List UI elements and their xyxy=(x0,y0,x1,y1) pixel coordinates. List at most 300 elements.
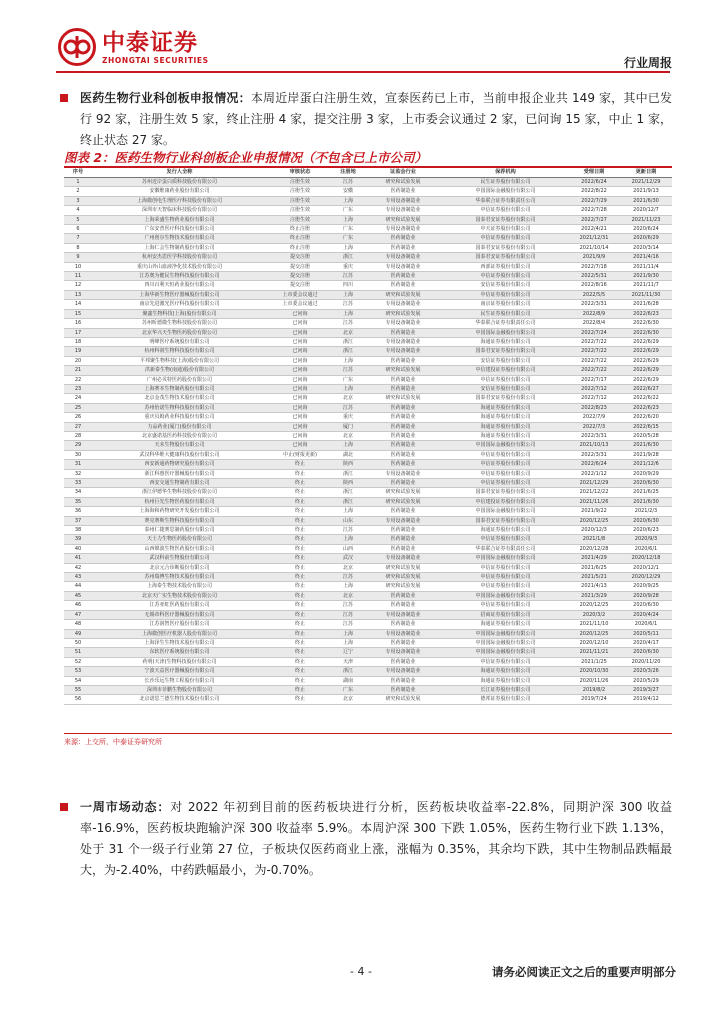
cell-location: 辽宁 xyxy=(333,648,363,657)
cell-sponsor: 西部证券股份有限公司 xyxy=(443,262,568,271)
cell-index: 8 xyxy=(64,243,92,252)
cell-location: 重庆 xyxy=(333,413,363,422)
cell-location: 陕西 xyxy=(333,479,363,488)
cell-issuer: 北京诺思兰德生物技术股份有限公司 xyxy=(92,695,267,704)
cell-accept-date: 2022/4/21 xyxy=(568,225,620,234)
cell-status: 已问询 xyxy=(267,441,333,450)
table-row xyxy=(64,535,672,544)
cell-location: 重庆 xyxy=(333,262,363,271)
cell-sponsor: 招商证券股份有限公司 xyxy=(443,610,568,619)
table-row xyxy=(64,469,672,478)
table-row xyxy=(64,573,672,582)
cell-industry: 专用设备制造业 xyxy=(363,262,443,271)
cell-update-date: 2019/3/27 xyxy=(620,685,672,694)
cell-update-date: 2020/9/3 xyxy=(620,535,672,544)
cell-industry: 专用设备制造业 xyxy=(363,206,443,215)
cell-issuer: 深圳市天智临床科技股份有限公司 xyxy=(92,206,267,215)
table-row xyxy=(64,215,672,224)
cell-location: 山东 xyxy=(333,516,363,525)
cell-status: 已问询 xyxy=(267,347,333,356)
cell-location: 湖南 xyxy=(333,676,363,685)
table-row xyxy=(64,281,672,290)
cell-accept-date: 2022/8/16 xyxy=(568,281,620,290)
cell-industry: 医药制造业 xyxy=(363,441,443,450)
table-row xyxy=(64,554,672,563)
cell-index: 53 xyxy=(64,667,92,676)
cell-status: 终止 xyxy=(267,554,333,563)
cell-location: 上海 xyxy=(333,384,363,393)
cell-update-date: 2022/6/27 xyxy=(620,384,672,393)
cell-issuer: 上海泰生物技术股份有限公司 xyxy=(92,582,267,591)
cell-update-date: 2022/6/29 xyxy=(620,337,672,346)
cell-location: 浙江 xyxy=(333,488,363,497)
cell-issuer: 江苏奥为健民生物科技股份有限公司 xyxy=(92,272,267,281)
cell-industry: 专用设备制造业 xyxy=(363,610,443,619)
cell-accept-date: 2021/12/31 xyxy=(568,234,620,243)
cell-update-date: 2020/6/24 xyxy=(620,225,672,234)
cell-sponsor: 中信证券股份有限公司 xyxy=(443,479,568,488)
cell-industry: 专用设备制造业 xyxy=(363,300,443,309)
cell-status: 终止 xyxy=(267,497,333,506)
table-row xyxy=(64,394,672,403)
cell-update-date: 2020/3/14 xyxy=(620,243,672,252)
cell-status: 已问询 xyxy=(267,366,333,375)
cell-industry: 医药制造业 xyxy=(363,507,443,516)
cell-update-date: 2021/6/30 xyxy=(620,196,672,205)
cell-update-date: 2021/11/30 xyxy=(620,290,672,299)
cell-index: 25 xyxy=(64,403,92,412)
cell-issuer: 北京盛诺基医药科技股份有限公司 xyxy=(92,431,267,440)
cell-status: 终止 xyxy=(267,629,333,638)
cell-accept-date: 2022/8/23 xyxy=(568,403,620,412)
cell-location: 浙江 xyxy=(333,497,363,506)
cell-status: 中止(财报更新) xyxy=(267,450,333,459)
cell-status: 终止 xyxy=(267,582,333,591)
cell-index: 19 xyxy=(64,347,92,356)
cell-industry: 医药制造业 xyxy=(363,657,443,666)
figure-source: 来源：上交所，中泰证券研究所 xyxy=(64,738,162,746)
cell-index: 4 xyxy=(64,206,92,215)
cell-industry: 医药制造业 xyxy=(363,272,443,281)
cell-index: 41 xyxy=(64,554,92,563)
cell-status: 终止 xyxy=(267,610,333,619)
cell-sponsor: 中信证券股份有限公司 xyxy=(443,573,568,582)
cell-update-date: 2020/12/29 xyxy=(620,573,672,582)
cell-issuer: 山西锦波生物医药股份有限公司 xyxy=(92,544,267,553)
cell-industry: 医药制造业 xyxy=(363,281,443,290)
cell-status: 注册生效 xyxy=(267,178,333,187)
cell-index: 33 xyxy=(64,479,92,488)
cell-index: 51 xyxy=(64,648,92,657)
cell-update-date: 2021/12/6 xyxy=(620,460,672,469)
cell-index: 3 xyxy=(64,196,92,205)
table-header-row xyxy=(64,168,672,178)
cell-accept-date: 2020/10/30 xyxy=(568,667,620,676)
cell-status: 终止 xyxy=(267,563,333,572)
table-row xyxy=(64,667,672,676)
cell-status: 终止 xyxy=(267,676,333,685)
cell-status: 提交注册 xyxy=(267,262,333,271)
cell-industry: 医药制造业 xyxy=(363,450,443,459)
cell-location: 广东 xyxy=(333,234,363,243)
cell-status: 已问询 xyxy=(267,422,333,431)
cell-issuer: 上海华新生物医疗器械股份有限公司 xyxy=(92,290,267,299)
cell-location: 上海 xyxy=(333,290,363,299)
cell-update-date: 2020/4/24 xyxy=(620,610,672,619)
cell-index: 55 xyxy=(64,685,92,694)
cell-index: 21 xyxy=(64,366,92,375)
cell-status: 已问询 xyxy=(267,319,333,328)
cell-update-date: 2021/9/28 xyxy=(620,450,672,459)
cell-sponsor: 海通证券股份有限公司 xyxy=(443,422,568,431)
cell-industry: 医药制造业 xyxy=(363,535,443,544)
cell-status: 已问询 xyxy=(267,356,333,365)
cell-industry: 医药制造业 xyxy=(363,431,443,440)
table-row xyxy=(64,516,672,525)
cell-index: 27 xyxy=(64,422,92,431)
cell-update-date: 2020/12/18 xyxy=(620,554,672,563)
cell-location: 上海 xyxy=(333,638,363,647)
cell-accept-date: 2021/10/13 xyxy=(568,441,620,450)
cell-status: 已问询 xyxy=(267,375,333,384)
table-row xyxy=(64,413,672,422)
page-header xyxy=(0,0,724,72)
cell-issuer: 泰州仁捷赛思制药股份有限公司 xyxy=(92,526,267,535)
cell-status: 终止 xyxy=(267,535,333,544)
cell-update-date: 2021/11/23 xyxy=(620,215,672,224)
cell-accept-date: 2022/7/27 xyxy=(568,215,620,224)
cell-update-date: 2020/6/30 xyxy=(620,479,672,488)
cell-sponsor: 海通证券股份有限公司 xyxy=(443,403,568,412)
cell-status: 上市委会议通过 xyxy=(267,290,333,299)
cell-status: 已问询 xyxy=(267,384,333,393)
cell-index: 23 xyxy=(64,384,92,393)
cell-accept-date: 2022/8/9 xyxy=(568,309,620,318)
table-row xyxy=(64,450,672,459)
cell-update-date: 2022/6/29 xyxy=(620,366,672,375)
cell-location: 四川 xyxy=(333,281,363,290)
cell-status: 已问询 xyxy=(267,309,333,318)
table-row xyxy=(64,337,672,346)
cell-industry: 医药制造业 xyxy=(363,243,443,252)
col-header-update-date: 更新日期 xyxy=(620,168,672,178)
cell-sponsor: 国泰君安证券股份有限公司 xyxy=(443,347,568,356)
cell-accept-date: 2022/3/31 xyxy=(568,300,620,309)
cell-update-date: 2021/9/13 xyxy=(620,187,672,196)
cell-accept-date: 2022/7/22 xyxy=(568,347,620,356)
cell-sponsor: 中信证券股份有限公司 xyxy=(443,375,568,384)
cell-sponsor: 华泰联合证券有限责任公司 xyxy=(443,196,568,205)
cell-issuer: 上海赛本生物制药股份有限公司 xyxy=(92,384,267,393)
cell-location: 上海 xyxy=(333,441,363,450)
table-row xyxy=(64,319,672,328)
zhongtai-logo-icon xyxy=(58,28,96,66)
table-row xyxy=(64,526,672,535)
cell-status: 终止注册 xyxy=(267,243,333,252)
brand-name-cn: 中泰证券 xyxy=(102,30,198,56)
cell-index: 22 xyxy=(64,375,92,384)
cell-location: 浙江 xyxy=(333,337,363,346)
cell-industry: 研究和试验发展 xyxy=(363,366,443,375)
cell-update-date: 2020/9/25 xyxy=(620,582,672,591)
cell-index: 44 xyxy=(64,582,92,591)
cell-sponsor: 中国国际金融股份有限公司 xyxy=(443,648,568,657)
cell-accept-date: 2021/11/26 xyxy=(568,497,620,506)
cell-issuer: 上海荣盛生物药业股份有限公司 xyxy=(92,215,267,224)
cell-location: 北京 xyxy=(333,591,363,600)
report-type-label: 行业周报 xyxy=(623,56,672,70)
cell-update-date: 2021/11/4 xyxy=(620,262,672,271)
cell-issuer: 南京先进激光医疗科技股份有限公司 xyxy=(92,300,267,309)
cell-update-date: 2021/6/30 xyxy=(620,497,672,506)
cell-location: 上海 xyxy=(333,535,363,544)
table-row xyxy=(64,403,672,412)
cell-sponsor: 海通证券股份有限公司 xyxy=(443,431,568,440)
cell-issuer: 武汉科前生物股份有限公司 xyxy=(92,554,267,563)
cell-index: 12 xyxy=(64,281,92,290)
cell-sponsor: 中信证券股份有限公司 xyxy=(443,582,568,591)
cell-sponsor: 中信证券股份有限公司 xyxy=(443,657,568,666)
cell-status: 终止 xyxy=(267,638,333,647)
cell-location: 北京 xyxy=(333,695,363,704)
cell-status: 已问询 xyxy=(267,328,333,337)
cell-location: 天津 xyxy=(333,657,363,666)
header-divider xyxy=(56,71,670,73)
cell-index: 1 xyxy=(64,178,92,187)
table-row xyxy=(64,290,672,299)
cell-sponsor: 中国国际金融股份有限公司 xyxy=(443,507,568,516)
cell-status: 已问询 xyxy=(267,431,333,440)
cell-issuer: 重庆贝姆药业科技股份有限公司 xyxy=(92,413,267,422)
cell-industry: 医药制造业 xyxy=(363,384,443,393)
paragraph-lead: 医药生物行业科创板申报情况： xyxy=(80,91,251,105)
cell-industry: 医药制造业 xyxy=(363,479,443,488)
cell-location: 上海 xyxy=(333,582,363,591)
cell-issuer: 深圳市菲鹏生物股份有限公司 xyxy=(92,685,267,694)
cell-index: 20 xyxy=(64,356,92,365)
table-row xyxy=(64,178,672,187)
cell-sponsor: 中国国际金融股份有限公司 xyxy=(443,441,568,450)
cell-location: 广东 xyxy=(333,225,363,234)
cell-industry: 专用设备制造业 xyxy=(363,337,443,346)
cell-index: 13 xyxy=(64,290,92,299)
cell-sponsor: 民生证券股份有限公司 xyxy=(443,309,568,318)
cell-accept-date: 2022/7/29 xyxy=(568,196,620,205)
cell-status: 终止注册 xyxy=(267,234,333,243)
cell-index: 28 xyxy=(64,431,92,440)
cell-sponsor: 国泰君安证券股份有限公司 xyxy=(443,516,568,525)
cell-update-date: 2021/4/16 xyxy=(620,253,672,262)
cell-sponsor: 中信建投证券股份有限公司 xyxy=(443,497,568,506)
table-row xyxy=(64,507,672,516)
cell-accept-date: 2022/7/22 xyxy=(568,356,620,365)
cell-status: 终止 xyxy=(267,667,333,676)
cell-sponsor: 中信证券股份有限公司 xyxy=(443,272,568,281)
cell-accept-date: 2021/9/9 xyxy=(568,253,620,262)
cell-location: 江苏 xyxy=(333,300,363,309)
cell-index: 26 xyxy=(64,413,92,422)
cell-index: 14 xyxy=(64,300,92,309)
table-row xyxy=(64,272,672,281)
cell-update-date: 2020/12/7 xyxy=(620,206,672,215)
cell-industry: 医药制造业 xyxy=(363,526,443,535)
cell-industry: 专用设备制造业 xyxy=(363,648,443,657)
table-row xyxy=(64,460,672,469)
cell-location: 广东 xyxy=(333,685,363,694)
cell-location: 江苏 xyxy=(333,526,363,535)
cell-issuer: 重庆山外山血液净化技术股份有限公司 xyxy=(92,262,267,271)
cell-sponsor: 中信证券股份有限公司 xyxy=(443,206,568,215)
cell-issuer: 长沙乐远生物工程股份有限公司 xyxy=(92,676,267,685)
cell-accept-date: 2021/1/25 xyxy=(568,657,620,666)
col-header-status: 审核状态 xyxy=(267,168,333,178)
table-row xyxy=(64,253,672,262)
cell-issuer: 杭州安杰思医学科技股份有限公司 xyxy=(92,253,267,262)
cell-update-date: 2022/6/22 xyxy=(620,394,672,403)
cell-industry: 医药制造业 xyxy=(363,685,443,694)
cell-issuer: 聚鑫生物科技(上海)股份有限公司 xyxy=(92,309,267,318)
cell-index: 38 xyxy=(64,526,92,535)
cell-issuer: 平邦聚生物科技(上海)股份有限公司 xyxy=(92,356,267,365)
table-row xyxy=(64,309,672,318)
cell-index: 34 xyxy=(64,488,92,497)
cell-status: 终止 xyxy=(267,573,333,582)
cell-location: 江苏 xyxy=(333,403,363,412)
table-bottom-rule xyxy=(64,733,672,734)
cell-update-date: 2022/6/29 xyxy=(620,356,672,365)
cell-industry: 研究和试验发展 xyxy=(363,695,443,704)
cell-status: 终止 xyxy=(267,488,333,497)
cell-sponsor: 中国国际金融股份有限公司 xyxy=(443,591,568,600)
cell-status: 终止 xyxy=(267,460,333,469)
cell-update-date: 2021/11/7 xyxy=(620,281,672,290)
cell-update-date: 2021/9/30 xyxy=(620,272,672,281)
cell-industry: 医药制造业 xyxy=(363,328,443,337)
cell-issuer: 苏州瑞博生物技术股份有限公司 xyxy=(92,573,267,582)
cell-update-date: 2020/6/30 xyxy=(620,601,672,610)
cell-index: 43 xyxy=(64,573,92,582)
cell-accept-date: 2021/6/25 xyxy=(568,563,620,572)
cell-issuer: 北京华兴天生物医药股份有限公司 xyxy=(92,328,267,337)
bullet-square-icon xyxy=(60,803,68,811)
cell-location: 浙江 xyxy=(333,667,363,676)
cell-location: 山西 xyxy=(333,544,363,553)
cell-issuer: 安徽维康药业股份有限公司 xyxy=(92,187,267,196)
cell-sponsor: 中信证券股份有限公司 xyxy=(443,460,568,469)
cell-index: 50 xyxy=(64,638,92,647)
cell-status: 注册生效 xyxy=(267,196,333,205)
cell-update-date: 2022/6/23 xyxy=(620,309,672,318)
cell-update-date: 2020/11/20 xyxy=(620,657,672,666)
paragraph-market-weekly xyxy=(60,797,672,881)
cell-status: 终止 xyxy=(267,516,333,525)
paragraph-lead: 一周市场动态： xyxy=(80,800,171,814)
cell-accept-date: 2022/7/28 xyxy=(568,206,620,215)
table-row xyxy=(64,384,672,393)
cell-location: 江苏 xyxy=(333,620,363,629)
cell-location: 上海 xyxy=(333,309,363,318)
cell-sponsor: 中信证券股份有限公司 xyxy=(443,563,568,572)
table-row xyxy=(64,225,672,234)
cell-sponsor: 中国国际金融股份有限公司 xyxy=(443,638,568,647)
cell-accept-date: 2022/6/24 xyxy=(568,178,620,187)
figure-title: 图表 2：医药生物行业科创板企业申报情况（不包含已上市公司） xyxy=(64,150,428,165)
cell-index: 52 xyxy=(64,657,92,666)
cell-update-date: 2022/6/29 xyxy=(620,375,672,384)
cell-accept-date: 2022/3/31 xyxy=(568,450,620,459)
cell-issuer: 洪新泰生物(南通)股份有限公司 xyxy=(92,366,267,375)
cell-issuer: 上海泽生生物技术股份有限公司 xyxy=(92,638,267,647)
footer-disclaimer: 请务必阅读正文之后的重要声明部分 xyxy=(492,965,676,979)
cell-industry: 医药制造业 xyxy=(363,544,443,553)
cell-index: 30 xyxy=(64,450,92,459)
cell-index: 54 xyxy=(64,676,92,685)
cell-status: 已问询 xyxy=(267,413,333,422)
cell-sponsor: 华泰联合证券有限责任公司 xyxy=(443,319,568,328)
cell-location: 武汉 xyxy=(333,554,363,563)
cell-issuer: 苏州近岸蛋白质科技股份有限公司 xyxy=(92,178,267,187)
cell-update-date: 2020/9/29 xyxy=(620,469,672,478)
cell-update-date: 2019/4/12 xyxy=(620,695,672,704)
cell-location: 江苏 xyxy=(333,319,363,328)
paragraph-body: 本周近岸蛋白注册生效，宣泰医药已上市，当前申报企业共 149 家，其中已发行 92 家，注册生效 5 家，终止注册 4 家，提交注册 3 家，上市委会议通过 2 家，已问询 15 家，中止 1 家，终止状态 27 家。 xyxy=(80,91,672,147)
cell-index: 35 xyxy=(64,497,92,506)
cell-accept-date: 2022/7/9 xyxy=(568,413,620,422)
cell-update-date: 2020/6/23 xyxy=(620,526,672,535)
cell-update-date: 2022/6/29 xyxy=(620,347,672,356)
cell-issuer: 宁波天益医疗器械股份有限公司 xyxy=(92,667,267,676)
cell-industry: 医药制造业 xyxy=(363,234,443,243)
cell-update-date: 2022/6/23 xyxy=(620,403,672,412)
cell-accept-date: 2019/8/2 xyxy=(568,685,620,694)
cell-issuer: 上海微创医疗机器人股份有限公司 xyxy=(92,629,267,638)
paragraph-kcb-filing xyxy=(60,88,672,151)
cell-industry: 医药制造业 xyxy=(363,591,443,600)
cell-sponsor: 中信证券股份有限公司 xyxy=(443,290,568,299)
cell-index: 15 xyxy=(64,309,92,318)
table-row xyxy=(64,375,672,384)
cell-index: 7 xyxy=(64,234,92,243)
cell-issuer: 江苏亚虹医药股份有限公司 xyxy=(92,601,267,610)
table-row xyxy=(64,441,672,450)
cell-update-date: 2020/6/30 xyxy=(620,648,672,657)
table-row xyxy=(64,187,672,196)
cell-accept-date: 2022/1/12 xyxy=(568,469,620,478)
cell-update-date: 2021/6/30 xyxy=(620,441,672,450)
cell-index: 40 xyxy=(64,544,92,553)
cell-industry: 研究和试验发展 xyxy=(363,178,443,187)
col-header-industry: 证监会行业 xyxy=(363,168,443,178)
cell-location: 江苏 xyxy=(333,610,363,619)
table-row xyxy=(64,620,672,629)
cell-issuer: 武汉科华维大健康科技股份有限公司 xyxy=(92,450,267,459)
table-row xyxy=(64,300,672,309)
cell-industry: 研究和试验发展 xyxy=(363,215,443,224)
cell-issuer: 广东安普医疗科技股份有限公司 xyxy=(92,225,267,234)
cell-accept-date: 2020/3/2 xyxy=(568,610,620,619)
cell-industry: 研究和试验发展 xyxy=(363,497,443,506)
cell-accept-date: 2020/12/25 xyxy=(568,601,620,610)
col-header-location: 注册地 xyxy=(333,168,363,178)
cell-issuer: 无锡帝科医疗器械股份有限公司 xyxy=(92,610,267,619)
cell-status: 终止 xyxy=(267,685,333,694)
cell-location: 浙江 xyxy=(333,253,363,262)
table-row xyxy=(64,648,672,657)
cell-issuer: 上海仁会生物制药股份有限公司 xyxy=(92,243,267,252)
cell-index: 31 xyxy=(64,460,92,469)
cell-accept-date: 2022/8/4 xyxy=(568,319,620,328)
cell-location: 浙江 xyxy=(333,469,363,478)
